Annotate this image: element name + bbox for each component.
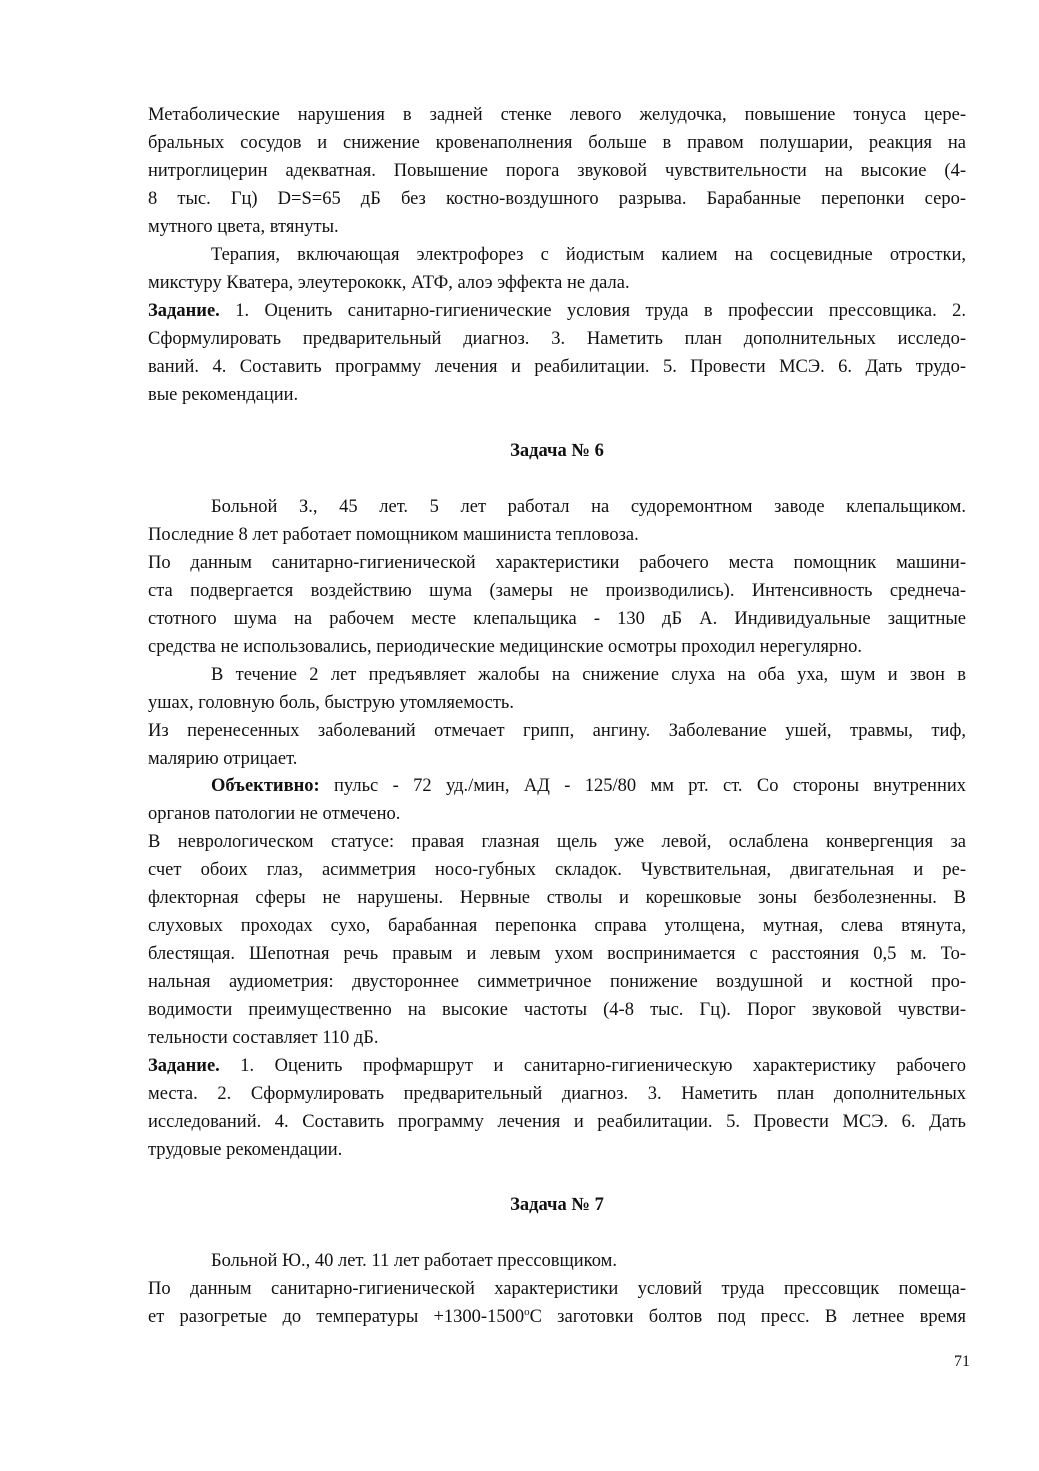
task-line: места. 2. Сформулировать предварительный диагноз. 3. Наметить план дополнительных bbox=[148, 1084, 966, 1104]
sanitary-line: средства не использовались, периодические медицинские осмотры проходил нерегулярно. bbox=[148, 637, 863, 657]
text-line: мутного цвета, втянуты. bbox=[148, 217, 339, 237]
neuro-line: В неврологическом статусе: правая глазная щель уже левой, ослаблена конвергенция за bbox=[148, 832, 966, 852]
neuro-line: блестящая. Шепотная речь правым и левым ухом воспринимается с расстояния 0,5 м. То- bbox=[148, 944, 966, 964]
neuro-line: нальная аудиометрия: двустороннее симметричное понижение воздушной и костной про- bbox=[148, 972, 966, 992]
task-label: Задание. bbox=[148, 301, 220, 321]
text-line: бральных сосудов и снижение кровенаполнения больше в правом полушарии, реакция на bbox=[148, 133, 966, 153]
sanitary-line: ста подвергается воздействию шума (замеры не производились). Интенсивность среднеча- bbox=[148, 581, 966, 601]
intro-line: Больной З., 45 лет. 5 лет работал на судоремонтном заводе клепальщиком. bbox=[211, 497, 966, 517]
history-line: малярию отрицает. bbox=[148, 749, 298, 769]
degree-mark: о bbox=[524, 1306, 530, 1318]
objective-line: Объективно: пульс - 72 уд./мин, АД - 125/80 мм рт. ст. Со стороны внутренних bbox=[211, 776, 966, 796]
complaints-line: ушах, головную боль, быструю утомляемость. bbox=[148, 693, 514, 713]
therapy-line: Терапия, включающая электрофорез с йодистым калием на сосцевидные отростки, bbox=[211, 245, 966, 265]
neuro-line: слуховых проходах сухо, барабанная перепонка справа утолщена, мутная, слева втянута, bbox=[148, 916, 966, 936]
task7-heading: Задача № 7 bbox=[510, 1195, 604, 1215]
intro-line: Больной Ю., 40 лет. 11 лет работает прессовщиком. bbox=[211, 1251, 617, 1271]
task-line: Сформулировать предварительный диагноз. 3. Наметить план дополнительных исследо- bbox=[148, 329, 966, 349]
sanitary-line: ет разогретые до температуры $+1300-1500^оС$ заготовки болтов под пресс. В летнее время bbox=[148, 1306, 966, 1327]
task-line: Задание. 1. Оценить санитарно-гигиенические условия труда в профессии прессовщика. 2. bbox=[148, 301, 966, 321]
history-line: Из перенесенных заболеваний отмечает грипп, ангину. Заболевание ушей, травмы, тиф, bbox=[148, 721, 966, 741]
intro-line: Последние 8 лет работает помощником машиниста тепловоза. bbox=[148, 525, 639, 545]
objective-label: Объективно: bbox=[211, 776, 320, 796]
neuro-line: флекторная сферы не нарушены. Нервные стволы и корешковые зоны безболезненны. В bbox=[148, 888, 966, 908]
neuro-line: счет обоих глаз, асимметрия носо-губных складок. Чувствительная, двигательная и ре- bbox=[148, 860, 966, 880]
task6-heading: Задача № 6 bbox=[510, 441, 604, 461]
task-line: Задание. 1. Оценить профмаршрут и санитарно-гигиеническую характеристику рабочего bbox=[148, 1056, 966, 1076]
task-line: ваний. 4. Составить программу лечения и реабилитации. 5. Провести МСЭ. 6. Дать трудо- bbox=[148, 357, 966, 377]
task-line: исследований. 4. Составить программу лечения и реабилитации. 5. Провести МСЭ. 6. Дать bbox=[148, 1112, 966, 1132]
sanitary-line: стотного шума на рабочем месте клепальщика - 130 дБ А. Индивидуальные защитные bbox=[148, 609, 966, 629]
text-line: Метаболические нарушения в задней стенке левого желудочка, повышение тонуса цере- bbox=[148, 105, 966, 125]
complaints-line: В течение 2 лет предъявляет жалобы на снижение слуха на оба уха, шум и звон в bbox=[211, 665, 966, 685]
text-line: нитроглицерин адекватная. Повышение порога звуковой чувствительности на высокие (4- bbox=[148, 161, 966, 181]
task-line: вые рекомендации. bbox=[148, 385, 299, 405]
neuro-line: водимости преимущественно на высокие частоты (4-8 тыс. Гц). Порог звуковой чувстви- bbox=[148, 1000, 966, 1020]
task-line: трудовые рекомендации. bbox=[148, 1140, 343, 1160]
therapy-line: микстуру Кватера, элеутерококк, АТФ, алоэ эффекта не дала. bbox=[148, 273, 630, 293]
neuro-line: тельности составляет 110 дБ. bbox=[148, 1028, 379, 1048]
page-number: 71 bbox=[954, 1353, 970, 1370]
sanitary-line: По данным санитарно-гигиенической характеристики рабочего места помощник машини- bbox=[148, 553, 966, 573]
text-line: 8 тыс. Гц) D=S=65 дБ без костно-воздушного разрыва. Барабанные перепонки серо- bbox=[148, 189, 966, 209]
sanitary-line: По данным санитарно-гигиенической характеристики условий труда прессовщик помеща- bbox=[148, 1279, 966, 1299]
objective-line: органов патологии не отмечено. bbox=[148, 804, 401, 824]
task-label: Задание. bbox=[148, 1056, 220, 1076]
